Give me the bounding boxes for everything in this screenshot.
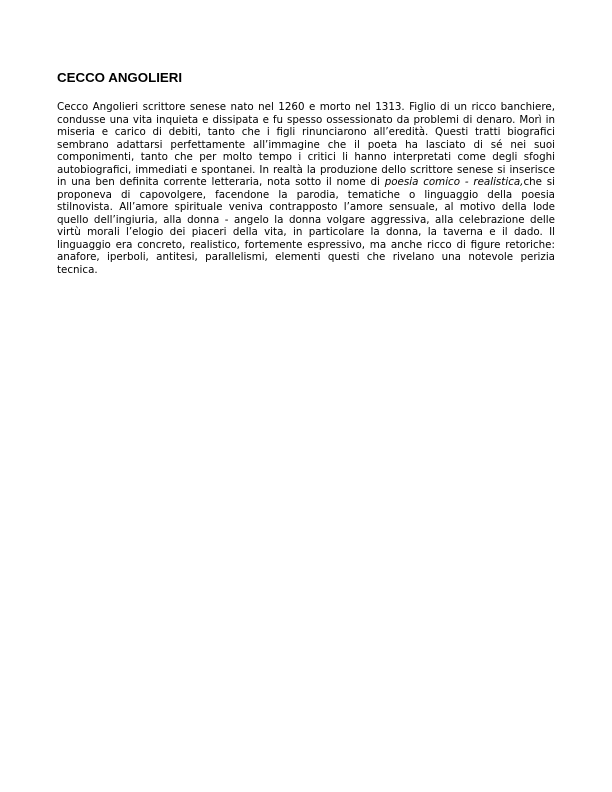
paragraph-italic-term: poesia comico - realistica, bbox=[384, 176, 524, 188]
body-paragraph bbox=[57, 101, 555, 276]
paragraph-text-part-1: Cecco Angolieri scrittore senese nato nel 1260 e morto nel 1313. Figlio di un ricco banchiere, condusse una vita inquieta e dissipata e fu spesso ossessionato da problemi di denaro. Morì in miseria e carico di debiti, tanto che i figli rinunciarono all’eredità. Questi tratti biografici sembrano adattarsi perfettamente all’immagine che il poeta ha lasciato di sé nei suoi componimenti, tanto che per molto tempo i critici li hanno interpretati come degli sfoghi autobiografici, immediati e spontanei. In realtà la produzione dello scrittore senese si inserisce in una ben definita corrente letteraria, nota sotto il nome di bbox=[57, 101, 555, 188]
document-title: CECCO ANGOLIERI bbox=[57, 70, 183, 85]
paragraph-text-part-2: che si proponeva di capovolgere, facendone la parodia, tematiche o linguaggio della poesia stilnovista. All’amore spirituale veniva contrapposto l’amore sensuale, al motivo della lode quello dell’ingiuria, alla donna - angelo la donna volgare aggressiva, alla celebrazione delle virtù morali l’elogio dei piaceri della vita, in particolare la donna, la taverna e il dado. Il linguaggio era concreto, realistico, fortemente espressivo, ma anche ricco di figure retoriche: anafore, iperboli, antitesi, parallelismi, elementi questi che rivelano una notevole perizia tecnica. bbox=[57, 176, 556, 276]
